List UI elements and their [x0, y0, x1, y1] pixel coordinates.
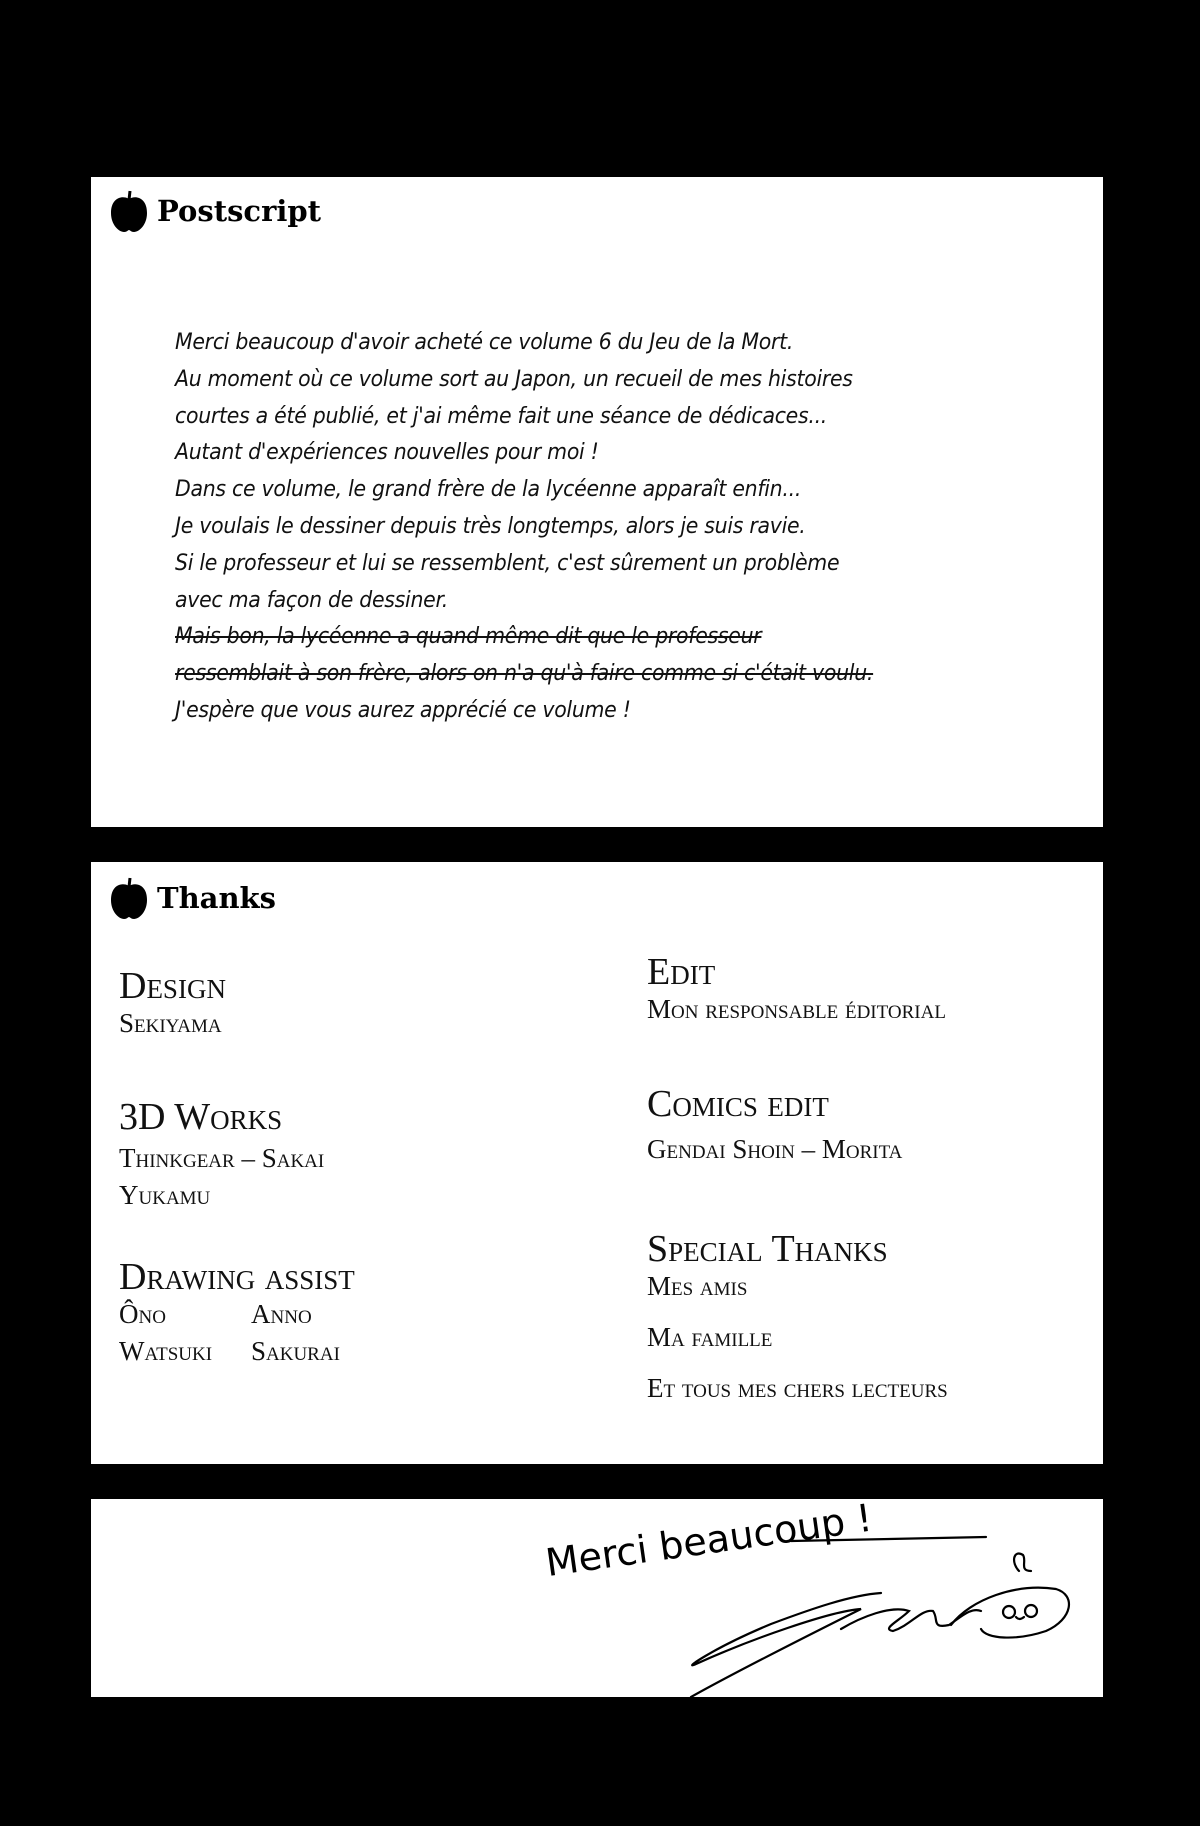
- postscript-heading: [109, 189, 321, 233]
- credit-name: Sekiyama: [119, 1008, 222, 1038]
- credit-name: Ma famille: [647, 1322, 773, 1352]
- credit-name: Watsuki: [119, 1336, 213, 1366]
- signature-message: Merci beaucoup !: [542, 1495, 875, 1585]
- signature-panel: [91, 1495, 1103, 1697]
- credit-drawing-assist: [119, 1255, 355, 1367]
- apple-icon: [109, 189, 149, 233]
- credit-heading: Special Thanks: [647, 1228, 888, 1270]
- credit-name: Sakurai: [251, 1336, 340, 1366]
- credit-heading: Comics edit: [647, 1083, 829, 1125]
- struck-text-line: ressemblait à son frère, alors on n'a qu'à faire comme si c'était voulu.: [175, 661, 874, 687]
- credit-name: Gendai Shoin – Morita: [647, 1134, 903, 1164]
- text-line: avec ma façon de dessiner.: [175, 587, 448, 613]
- credit-design: [119, 964, 226, 1039]
- text-line: courtes a été publié, et j'ai même fait une séance de dédicaces...: [175, 403, 828, 429]
- credit-3d-works: [119, 1095, 324, 1211]
- text-line: J'espère que vous aurez apprécié ce volume !: [175, 697, 631, 723]
- author-signature: [91, 1499, 1103, 1697]
- credit-comics-edit: [647, 1082, 902, 1165]
- postscript-panel: [91, 177, 1103, 827]
- credit-special-thanks: [647, 1227, 948, 1404]
- text-line: Au moment où ce volume sort au Japon, un recueil de mes histoires: [175, 366, 853, 392]
- postscript-title: Postscript: [157, 194, 322, 228]
- struck-text-line: Mais bon, la lycéenne a quand même dit que le professeur: [175, 624, 762, 650]
- text-line: Merci beaucoup d'avoir acheté ce volume 6 du Jeu de la Mort.: [175, 330, 794, 355]
- credit-name: Et tous mes chers lecteurs: [647, 1373, 948, 1403]
- apple-icon: [109, 876, 149, 920]
- credit-heading: 3D Works: [119, 1096, 283, 1138]
- postscript-text: [175, 325, 873, 730]
- credit-name: Mes amis: [647, 1271, 748, 1301]
- credit-heading: Edit: [647, 951, 716, 993]
- credit-heading: Design: [119, 965, 226, 1007]
- thanks-title: Thanks: [157, 881, 276, 915]
- credit-name: Mon responsable éditorial: [647, 994, 946, 1024]
- credit-name: Thinkgear – Sakai: [119, 1143, 325, 1173]
- credit-edit: [647, 950, 946, 1025]
- credit-heading: Drawing assist: [119, 1256, 355, 1298]
- text-line: Dans ce volume, le grand frère de la lycéenne apparaît enfin...: [175, 477, 802, 503]
- thanks-panel: [91, 862, 1103, 1464]
- credit-name: Anno: [251, 1299, 312, 1329]
- credit-name: Yukamu: [119, 1180, 211, 1210]
- text-line: Je voulais le dessiner depuis très longtemps, alors je suis ravie.: [175, 513, 806, 539]
- thanks-heading: [109, 876, 276, 920]
- credit-name: Ôno: [119, 1299, 166, 1329]
- text-line: Si le professeur et lui se ressemblent, c'est sûrement un problème: [175, 550, 840, 576]
- text-line: Autant d'expériences nouvelles pour moi !: [175, 440, 599, 466]
